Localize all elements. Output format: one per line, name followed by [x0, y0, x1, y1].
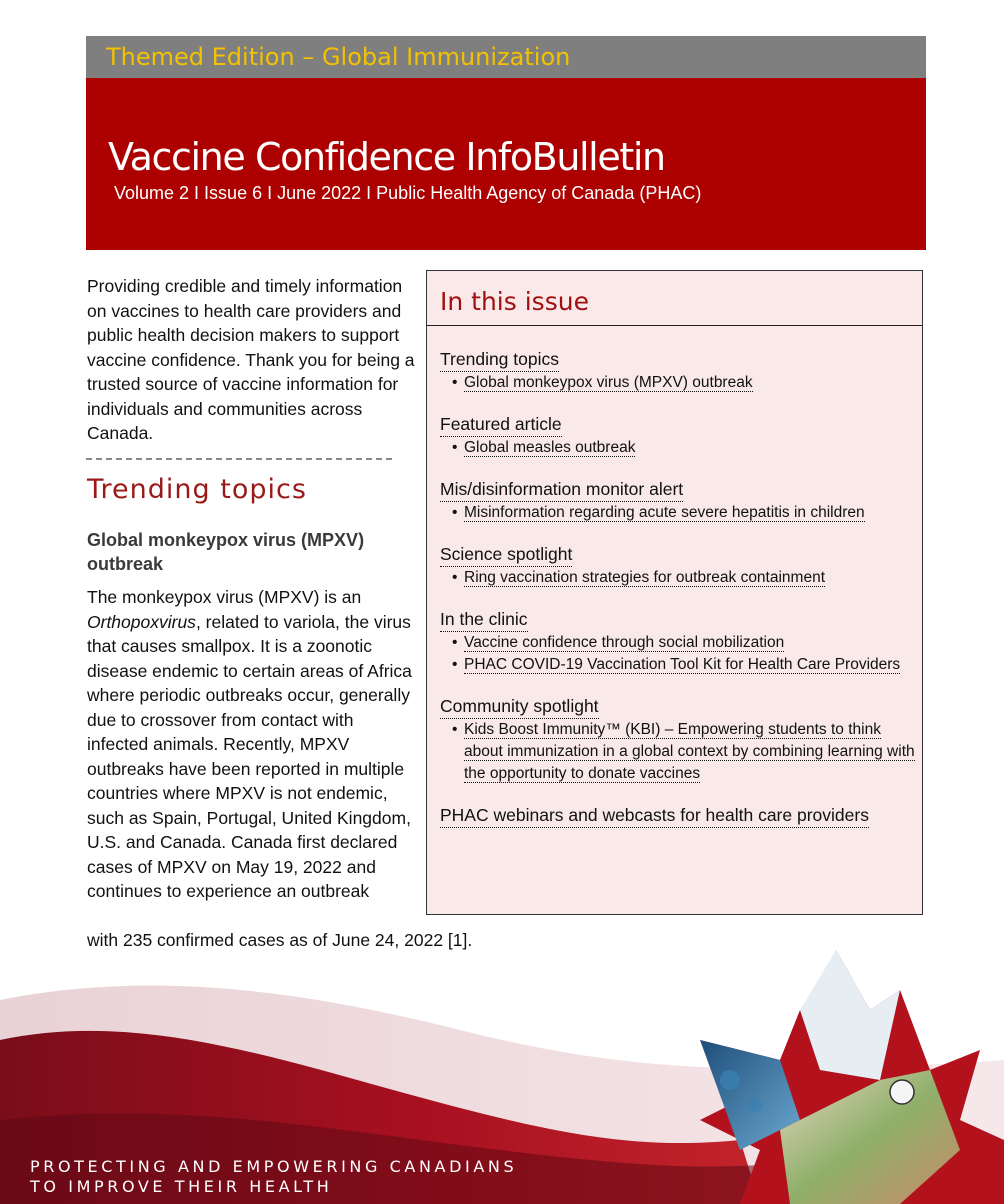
toc-item [440, 372, 920, 394]
toc-item [440, 719, 920, 785]
toc-section [440, 694, 920, 785]
toc-title: In this issue [440, 287, 589, 316]
toc-section [440, 477, 920, 524]
article-body-part1: The monkeypox virus (MPXV) is an [87, 587, 362, 607]
toc-section [440, 803, 920, 828]
toc-section-link[interactable]: PHAC webinars and webcasts for health care providers [440, 803, 869, 828]
toc-section [440, 542, 920, 589]
toc-list [440, 347, 920, 846]
toc-item-link[interactable]: Misinformation regarding acute severe hepatitis in children [464, 504, 865, 521]
toc-item-link[interactable]: PHAC COVID-19 Vaccination Tool Kit for Health Care Providers [464, 656, 901, 673]
toc-section-link[interactable]: Trending topics [440, 347, 559, 372]
toc-item-list [440, 502, 920, 524]
title-banner [86, 78, 926, 250]
toc-rule [427, 325, 922, 326]
toc-section-link[interactable]: Mis/disinformation monitor alert [440, 477, 683, 502]
toc-item [440, 632, 920, 654]
toc-section [440, 412, 920, 459]
toc-section-link[interactable]: Community spotlight [440, 694, 599, 719]
toc-item [440, 567, 920, 589]
virus-particle [748, 1098, 762, 1112]
toc-item-link[interactable]: Global monkeypox virus (MPXV) outbreak [464, 374, 753, 391]
toc-section [440, 607, 920, 676]
trending-section-title: Trending topics [87, 474, 307, 505]
toc-item-link[interactable]: Kids Boost Immunity™ (KBI) – Empowering students to think about immunization in a global context by combining learning with the opportunity to donate vaccines [464, 721, 915, 782]
intro-paragraph: Providing credible and timely information on vaccines to health care providers and public health decision makers to support vaccine confidence. Thank you for being a trusted source of vaccine information for individuals and communities across Canada. [87, 276, 415, 443]
article-body-part2: , related to variola, the virus that causes smallpox. It is a zoonotic disease endemic to certain areas of Africa where periodic outbreaks occur, generally due to crossover from contact with infected animals. Recently, MPXV outbreaks have been reported in multiple countries where MPXV is not endemic, such as Spain, Portugal, United Kingdom, U.S. and Canada. Canada first declared cases of MPXV on May 19, 2022 and continues to experience an outbreak [87, 611, 412, 901]
toc-item [440, 437, 920, 459]
page-title: Vaccine Confidence InfoBulletin [108, 135, 665, 179]
article-title: Global monkeypox virus (MPXV) outbreak [87, 530, 365, 574]
toc-item-list [440, 372, 920, 394]
in-this-issue-box [426, 270, 923, 915]
article-body-last-line: with 235 confirmed cases as of June 24, 2022 [1]. [87, 930, 473, 950]
toc-item-list [440, 632, 920, 676]
toc-item-link[interactable]: Global measles outbreak [464, 439, 636, 456]
toc-item [440, 654, 920, 676]
toc-section-link[interactable]: Featured article [440, 412, 562, 437]
virus-particle [720, 1070, 740, 1090]
themed-edition-bar [86, 36, 926, 78]
themed-edition-label: Themed Edition – Global Immunization [106, 43, 571, 71]
toc-item [440, 502, 920, 524]
footer-tagline [30, 1157, 517, 1197]
page-subtitle: Volume 2 I Issue 6 I June 2022 I Public Health Agency of Canada (PHAC) [114, 183, 702, 203]
footer-tagline-line1: PROTECTING AND EMPOWERING CANADIANS [30, 1157, 518, 1176]
article-body [87, 585, 417, 904]
toc-section-link[interactable]: Science spotlight [440, 542, 572, 567]
toc-item-list [440, 567, 920, 589]
toc-section [440, 347, 920, 394]
article-body-italic: Orthopoxvirus [87, 611, 196, 632]
toc-section-link[interactable]: In the clinic [440, 607, 528, 632]
toc-item-link[interactable]: Vaccine confidence through social mobilization [464, 634, 785, 651]
footer-tagline-line2: TO IMPROVE THEIR HEALTH [30, 1177, 333, 1196]
toc-item-link[interactable]: Ring vaccination strategies for outbreak containment [464, 569, 826, 586]
section-divider [86, 458, 392, 460]
toc-item-list [440, 719, 920, 785]
toc-item-list [440, 437, 920, 459]
soccer-ball [890, 1080, 914, 1104]
